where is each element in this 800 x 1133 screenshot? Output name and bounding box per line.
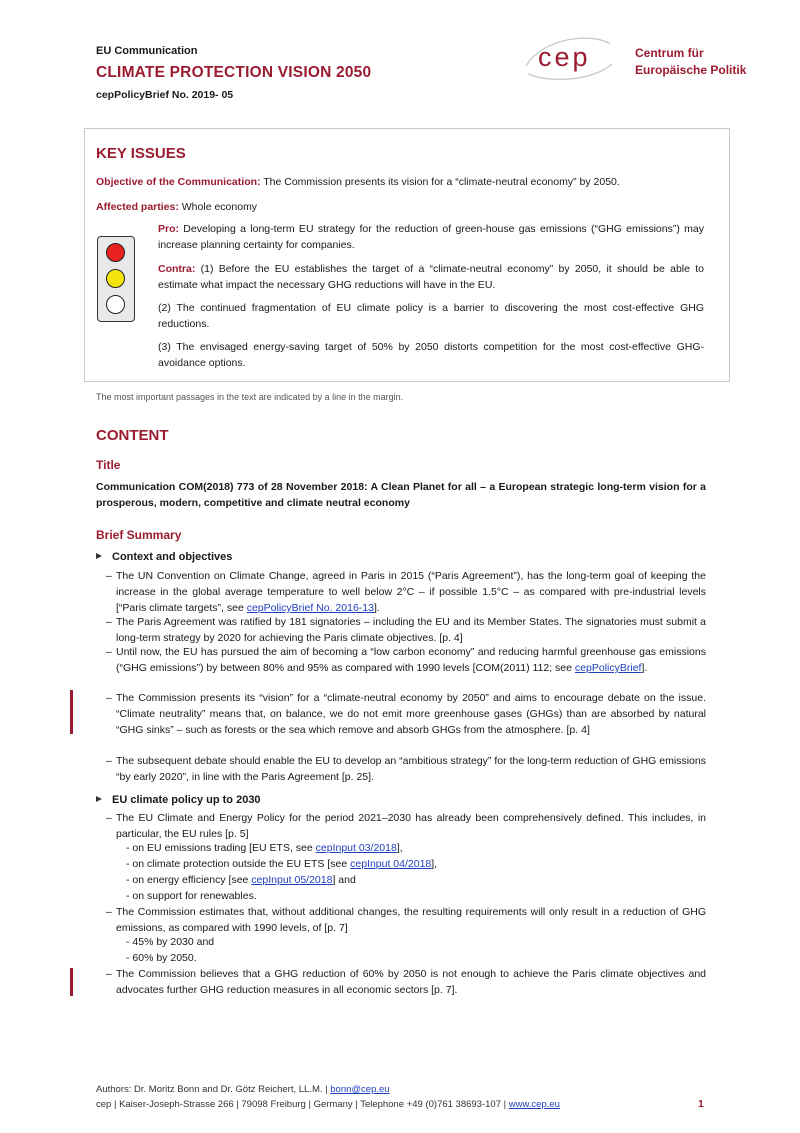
contra-paragraph-1 <box>158 262 704 293</box>
contra-paragraph-3: (3) The envisaged energy-saving target of 50% by 2050 distorts competition for the most cost-effective GHG-avoidance options. <box>158 341 704 369</box>
brief-summary-subheading: Brief Summary <box>96 528 182 542</box>
footer-address <box>96 1099 560 1110</box>
cepinput-04-2018-link[interactable]: cepInput 04/2018 <box>350 858 432 870</box>
sub-item-text: - on EU emissions trading [EU ETS, see <box>126 842 316 854</box>
address-text: cep | Kaiser-Joseph-Strasse 266 | 79098 Freiburg | Germany | Telephone +49 (0)761 38693-107 | <box>96 1099 509 1110</box>
list-item: – Until now, the EU has pursued the aim of becoming a “low carbon economy” and reducing harmful greenhouse gas emissions (“GHG emissions”) by between 80% and 95% as compared with 1990 levels [COM(2011) 112; see cepPolicyBrief]. <box>106 646 706 674</box>
list-item: – The subsequent debate should enable the EU to develop an “ambitious strategy” for the long-term reduction of GHG emissions “by early 2020”, in line with the Paris Agreement [p. 25]. <box>106 755 706 783</box>
objective-line <box>96 176 620 188</box>
list-item-text: The Paris Agreement was ratified by 181 signatories – including the EU and its Member States. The signatories must submit a long-term strategy by 2020 for achieving the Paris climate objectives. [p. 4] <box>116 616 706 644</box>
page-number: 1 <box>698 1098 704 1110</box>
objective-text: The Commission presents its vision for a “climate-neutral economy” by 2050. <box>260 176 620 188</box>
pro-paragraph <box>158 222 704 253</box>
list-item-text-end: ]. <box>641 662 648 674</box>
sub-item-text-end: ], <box>396 842 403 854</box>
org-name-line2: Europäische Politik <box>635 63 747 77</box>
list-item: – The Paris Agreement was ratified by 181 signatories – including the EU and its Member States. The signatories must submit a long-term strategy by 2020 for achieving the Paris climate objectives. [p. 4] <box>106 616 706 644</box>
margin-note: The most important passages in the text are indicated by a line in the margin. <box>96 392 404 402</box>
pro-text: Developing a long-term EU strategy for the reduction of green-house gas emissions (“GHG emissions”) may increase planning certainty for companies. <box>158 223 704 251</box>
sub-item-text: - on climate protection outside the EU ETS [see <box>126 858 351 870</box>
sub-list-item: - on support for renewables. <box>126 890 257 902</box>
list-item-text-end: ]. <box>373 602 380 614</box>
sub-item-text: - on energy efficiency [see <box>126 874 252 886</box>
section-eu-climate-label: EU climate policy up to 2030 <box>112 794 261 806</box>
pro-label: Pro: <box>158 223 179 235</box>
cepinput-03-2018-link[interactable]: cepInput 03/2018 <box>315 842 397 854</box>
list-item-text: The UN Convention on Climate Change, agreed in Paris in 2015 (“Paris Agreement”), has the long-term goal of keeping the increase in the global average temperature to well below 2°C – if possible 1.5°C – as compared with pre-industrial levels [“Paris climate targets”, see <box>116 570 706 614</box>
email-link[interactable]: bonn@cep.eu <box>330 1084 390 1095</box>
sub-item-text-end: ], <box>431 858 438 870</box>
authors-text: Authors: Dr. Moritz Bonn and Dr. Götz Reichert, LL.M. | <box>96 1084 331 1095</box>
sub-item-text-end: ] and <box>332 874 356 886</box>
content-title: CONTENT <box>96 427 169 444</box>
org-name-line1: Centrum für <box>635 46 704 60</box>
sub-list-item <box>126 840 403 856</box>
list-item: – The Commission believes that a GHG reduction of 60% by 2050 is not enough to achieve the Paris climate objectives and advocates further GHG reduction measures in all economic sectors [p. 7]. <box>106 968 706 996</box>
sub-list-item: - 60% by 2050. <box>126 952 197 964</box>
yellow-lamp-icon <box>106 269 125 288</box>
communication-title: Communication COM(2018) 773 of 28 November 2018: A Clean Planet for all – a European strategic long-term vision for a prosperous, modern, competitive and climate neutral economy <box>96 481 706 509</box>
footer-authors <box>96 1084 390 1095</box>
sub-list-item: - 45% by 2030 and <box>126 936 215 948</box>
list-item-text: The EU Climate and Energy Policy for the period 2021–2030 has already been comprehensively defined. This includes, in particular, the EU rules [p. 5] <box>116 812 706 840</box>
org-name <box>635 45 746 79</box>
traffic-light-icon <box>97 236 135 322</box>
triangle-bullet-icon <box>96 553 102 559</box>
white-lamp-icon <box>106 295 125 314</box>
contra-label: Contra: <box>158 263 196 275</box>
list-item-text: Until now, the EU has pursued the aim of becoming a “low carbon economy” and reducing harmful greenhouse gas emissions (“GHG emissions”) by between 80% and 95% as compared with 1990 levels [COM(2011) 112; see <box>116 646 706 674</box>
margin-importance-line <box>70 968 73 996</box>
sub-list-item <box>126 856 437 872</box>
cep-logo: cep <box>538 42 591 72</box>
cepinput-05-2018-link[interactable]: cepInput 05/2018 <box>251 874 333 886</box>
contra-paragraph-2: (2) The continued fragmentation of EU climate policy is a barrier to discovering the most cost-effective GHG reductions. <box>158 302 704 330</box>
affected-label: Affected parties: <box>96 201 179 213</box>
document-title: CLIMATE PROTECTION VISION 2050 <box>96 64 372 81</box>
section-eu-climate-heading <box>96 794 261 806</box>
triangle-bullet-icon <box>96 796 102 802</box>
section-context-label: Context and objectives <box>112 551 233 563</box>
affected-text: Whole economy <box>178 201 258 213</box>
list-item-text: The Commission estimates that, without additional changes, the resulting requirements will only result in a reduction of GHG emissions, as compared with 1990 levels, of [p. 7] <box>116 906 706 934</box>
list-item: – The Commission presents its “vision” for a “climate-neutral economy by 2050” and aims to encourage debate on the issue. “Climate neutrality” means that, on balance, we do not emit more greenhouse gases (GHGs) than are absorbed by natural “GHG sinks” – such as forests or the sea which remove and absorb GHGs from the atmosphere. [p. 4] <box>106 692 706 736</box>
policy-brief-2016-13-link[interactable]: cepPolicyBrief No. 2016-13 <box>246 602 374 614</box>
list-item: – The Commission estimates that, without additional changes, the resulting requirements will only result in a reduction of GHG emissions, as compared with 1990 levels, of [p. 7] <box>106 906 706 934</box>
list-item-text: The Commission believes that a GHG reduction of 60% by 2050 is not enough to achieve the Paris climate objectives and advocates further GHG reduction measures in all economic sectors [p. 7]. <box>116 968 706 996</box>
list-item-text: The subsequent debate should enable the EU to develop an “ambitious strategy” for the long-term reduction of GHG emissions “by early 2020”, in line with the Paris Agreement [p. 25]. <box>116 755 706 783</box>
objective-label: Objective of the Communication: <box>96 176 261 188</box>
margin-importance-line <box>70 690 73 734</box>
sub-list-item <box>126 872 356 888</box>
list-item: – The EU Climate and Energy Policy for the period 2021–2030 has already been comprehensively defined. This includes, in particular, the EU rules [p. 5] <box>106 812 706 840</box>
key-issues-title: KEY ISSUES <box>96 145 186 162</box>
section-context-heading <box>96 551 232 563</box>
list-item: – The UN Convention on Climate Change, agreed in Paris in 2015 (“Paris Agreement”), has the long-term goal of keeping the increase in the global average temperature to well below 2°C – if possible 1.5°C – as compared with pre-industrial levels [“Paris climate targets”, see cepPolicyBrief No. 2016-13]. <box>106 570 706 614</box>
red-lamp-icon <box>106 243 125 262</box>
brief-number: cepPolicyBrief No. 2019- 05 <box>96 89 234 101</box>
contra-text-1: (1) Before the EU establishes the target of a “climate-neutral economy” by 2050, it should be able to estimate what impact the necessary GHG reductions will have in the EU. <box>158 263 704 291</box>
website-link[interactable]: www.cep.eu <box>508 1099 560 1110</box>
document-kicker: EU Communication <box>96 45 198 57</box>
list-item-text: The Commission presents its “vision” for a “climate-neutral economy by 2050” and aims to encourage debate on the issue. “Climate neutrality” means that, on balance, we do not emit more greenhouse gases (GHGs) than are absorbed by natural “GHG sinks” – such as forests or the sea which remove and absorb GHGs from the atmosphere. [p. 4] <box>116 692 706 736</box>
title-subheading: Title <box>96 458 121 472</box>
affected-parties-line <box>96 201 257 213</box>
policy-brief-link[interactable]: cepPolicyBrief <box>574 662 642 674</box>
